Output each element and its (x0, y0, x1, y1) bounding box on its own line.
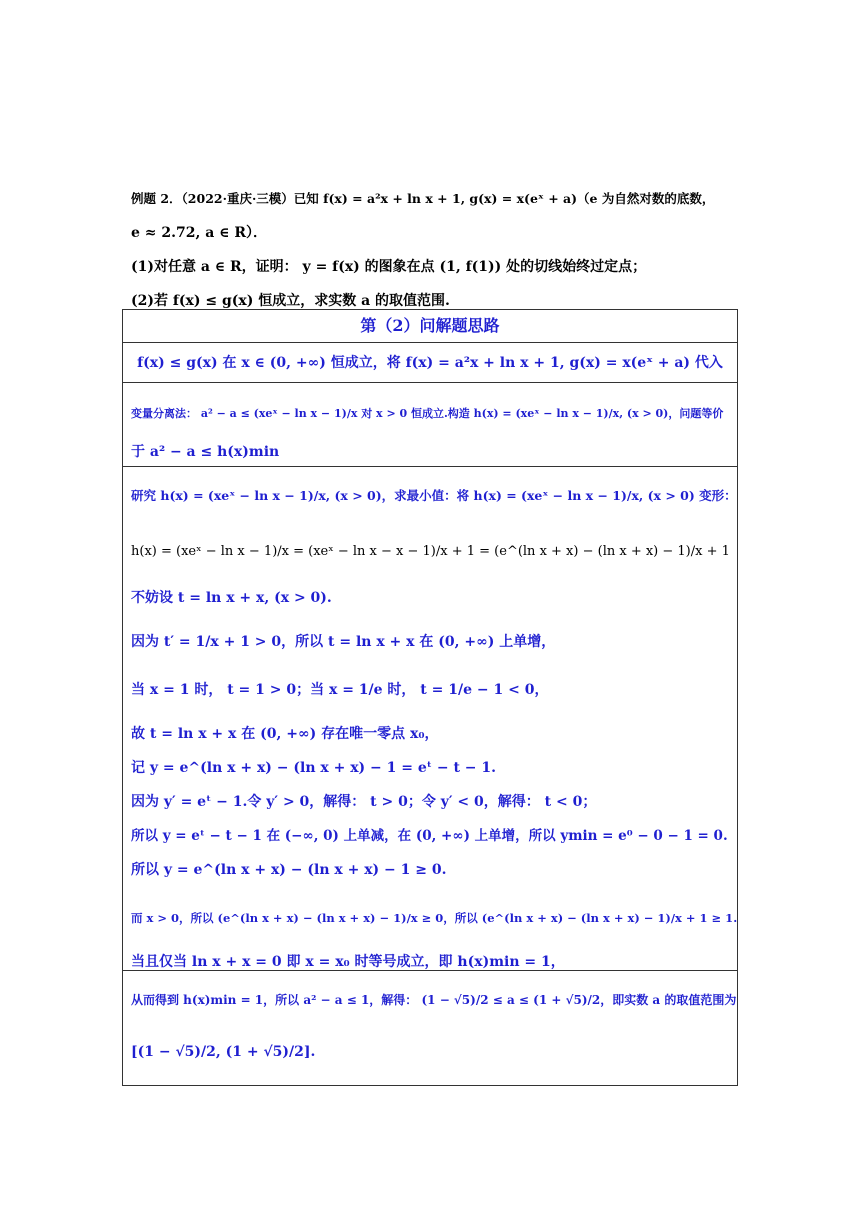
separation-row (123, 382, 737, 466)
study-line-3: 不妨设 t = ln x + x, (x > 0). (131, 590, 332, 606)
study-line-1: 研究 h(x) = (xeˣ − ln x − 1)/x, (x > 0)，求最小值：将 h(x) = (xeˣ − ln x − 1)/x, (x > 0) 变形： (131, 488, 737, 503)
study-line-11: 而 x > 0，所以 (e^(ln x + x) − (ln x + x) − 1)/x ≥ 0，所以 (e^(ln x + x) − (ln x + x) − 1)/x + 1 ≥ 1. (131, 911, 738, 925)
study-line-10: 所以 y = e^(ln x + x) − (ln x + x) − 1 ≥ 0. (131, 862, 447, 878)
study-row (123, 466, 737, 970)
separation-line-1: 变量分离法： a² − a ≤ (xeˣ − ln x − 1)/x 对 x > 0 恒成立.构造 h(x) = (xeˣ − ln x − 1)/x, (x > 0)，问题等价 (131, 407, 724, 420)
study-line-7: 记 y = e^(ln x + x) − (ln x + x) − 1 = eᵗ − t − 1. (131, 760, 497, 776)
problem-part-2: (2)若 f(x) ≤ g(x) 恒成立，求实数 a 的取值范围. (131, 293, 450, 309)
study-line-5: 当 x = 1 时， t = 1 > 0；当 x = 1/e 时， t = 1/e − 1 < 0， (131, 682, 549, 698)
problem-statement (131, 182, 741, 318)
study-line-6: 故 t = ln x + x 在 (0, +∞) 存在唯一零点 x₀， (131, 726, 439, 742)
study-line-9: 所以 y = eᵗ − t − 1 在 (−∞, 0) 上单减，在 (0, +∞) 上单增，所以 ymin = e⁰ − 0 − 1 = 0. (131, 828, 728, 844)
study-line-8: 因为 y′ = eᵗ − 1.令 y′ > 0，解得： t > 0；令 y′ < 0，解得： t < 0； (131, 794, 597, 810)
solution-intro-row (123, 342, 737, 382)
conclusion-line-2: [(1 − √5)/2, (1 + √5)/2]. (131, 1044, 316, 1060)
solution-table (122, 309, 738, 1086)
problem-line-1: 例题 2．（2022·重庆·三模）已知 f(x) = a²x + ln x + 1, g(x) = x(eˣ + a)（e 为自然对数的底数， (131, 191, 715, 206)
conclusion-line-1: 从而得到 h(x)min = 1，所以 a² − a ≤ 1，解得： (1 − √5)/2 ≤ a ≤ (1 + √5)/2，即实数 a 的取值范围为 (131, 993, 737, 1007)
solution-header: 第（2）问解题思路 (360, 316, 500, 335)
conclusion-row (123, 970, 737, 1085)
problem-line-2: e ≈ 2.72, a ∈ R）． (131, 225, 268, 241)
solution-intro: f(x) ≤ g(x) 在 x ∈ (0, +∞) 恒成立，将 f(x) = a²x + ln x + 1, g(x) = x(eˣ + a) 代入 (137, 355, 723, 371)
study-line-4: 因为 t′ = 1/x + 1 > 0，所以 t = ln x + x 在 (0, +∞) 上单增， (131, 634, 556, 650)
study-line-12: 当且仅当 ln x + x = 0 即 x = x₀ 时等号成立，即 h(x)min = 1， (131, 954, 565, 970)
solution-header-row (123, 310, 737, 342)
study-line-2: h(x) = (xeˣ − ln x − 1)/x = (xeˣ − ln x − x − 1)/x + 1 = (e^(ln x + x) − (ln x + x) − 1)/x + 1 (131, 544, 730, 559)
problem-part-1: (1)对任意 a ∈ R，证明： y = f(x) 的图象在点 (1, f(1)) 处的切线始终过定点； (131, 259, 647, 275)
separation-line-2: 于 a² − a ≤ h(x)min (131, 444, 280, 460)
